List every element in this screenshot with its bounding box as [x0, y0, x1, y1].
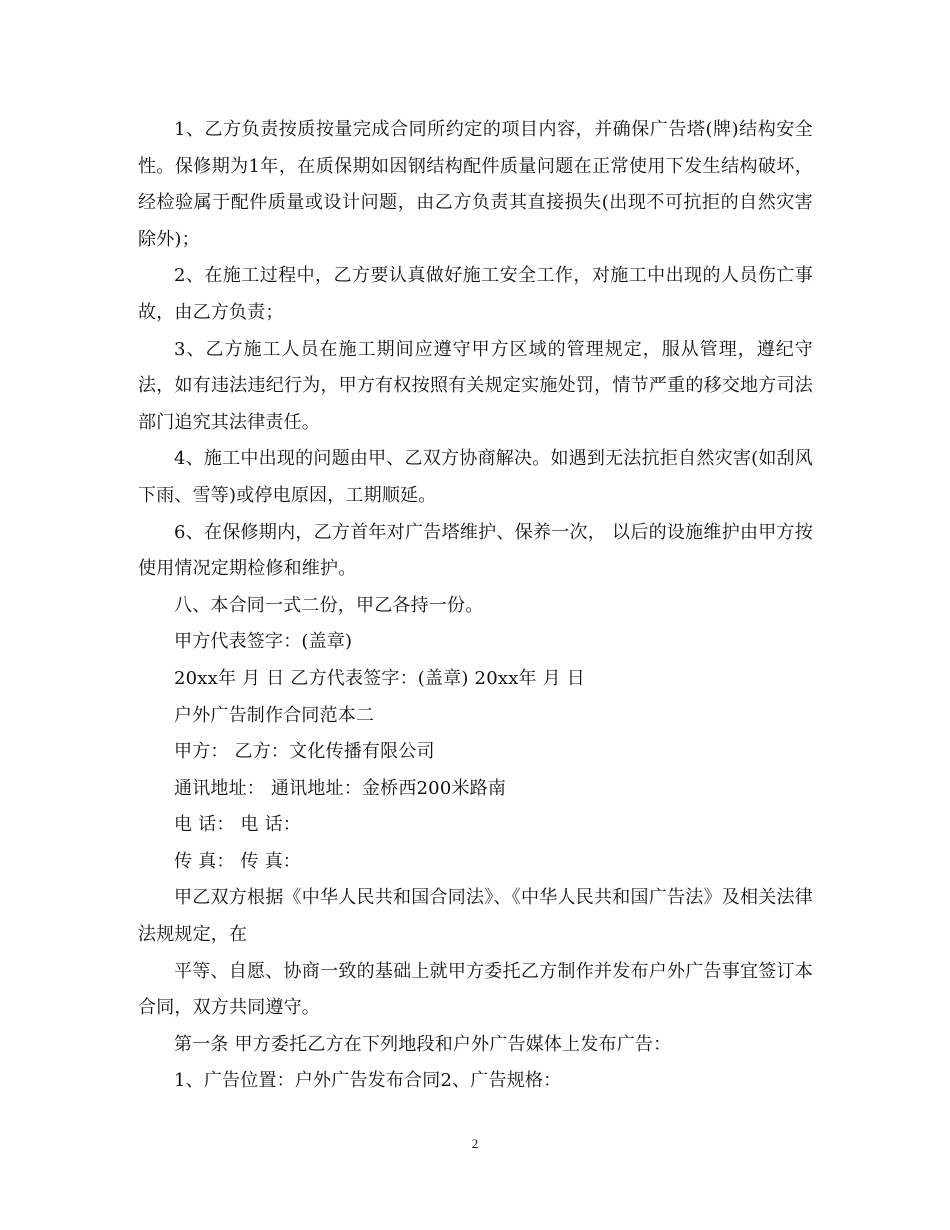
paragraph-legal-basis: 甲乙双方根据《中华人民共和国合同法》、《中华人民共和国广告法》及相关法律法规规定，在 [138, 887, 813, 946]
page-number: 2 [471, 1136, 479, 1151]
fax-line: 传 真： 传 真： [174, 850, 301, 872]
document-body [138, 112, 813, 1100]
paragraph-clause-1: 1、乙方负责按质按量完成合同所约定的项目内容，并确保广告塔(牌)结构安全性。保修期为1年，在质保期如因钢结构配件质量问题在正常使用下发生结构破坏，经检验属于配件质量或设计问题，由乙方负责其直接损失(出现不可抗拒的自然灾害除外)； [138, 119, 813, 250]
ad-location-line: 1、广告位置：户外广告发布合同2、广告规格： [174, 1070, 562, 1092]
paragraph-copies: 八、本合同一式二份，甲乙各持一份。 [174, 594, 484, 616]
paragraph-clause-6: 6、在保修期内，乙方首年对广告塔维护、保养一次， 以后的设施维护由甲方按使用情况定期检修和维护。 [138, 521, 813, 580]
paragraph-clause-2: 2、在施工过程中，乙方要认真做好施工安全工作，对施工中出现的人员伤亡事故，由乙方负责； [138, 265, 813, 323]
date-signature-line: 20xx年 月 日 乙方代表签字：(盖章) 20xx年 月 日 [174, 667, 585, 689]
paragraph-principles: 平等、自愿、协商一致的基础上就甲方委托乙方制作并发布户外广告事宜签订本合同，双方共同遵守。 [138, 960, 813, 1019]
paragraph-clause-4: 4、施工中出现的问题由甲、乙双方协商解决。如遇到无法抗拒自然灾害(如刮风下雨、雪等)或停电原因，工期顺延。 [138, 448, 813, 506]
address-line: 通讯地址： 通讯地址：金桥西200米路南 [174, 777, 507, 799]
party-a-signature-line: 甲方代表签字：(盖章) [174, 631, 353, 653]
paragraph-clause-3: 3、乙方施工人员在施工期间应遵守甲方区域的管理规定，服从管理，遵纪守法，如有违法违纪行为，甲方有权按照有关规定实施处罚，情节严重的移交地方司法部门追究其法律责任。 [138, 338, 813, 433]
parties-line: 甲方： 乙方：文化传播有限公司 [174, 741, 435, 763]
section-title: 户外广告制作合同范本二 [174, 704, 375, 726]
article-1: 第一条 甲方委托乙方在下列地段和户外广告媒体上发布广告： [174, 1033, 672, 1055]
phone-line: 电 话： 电 话： [174, 814, 301, 836]
